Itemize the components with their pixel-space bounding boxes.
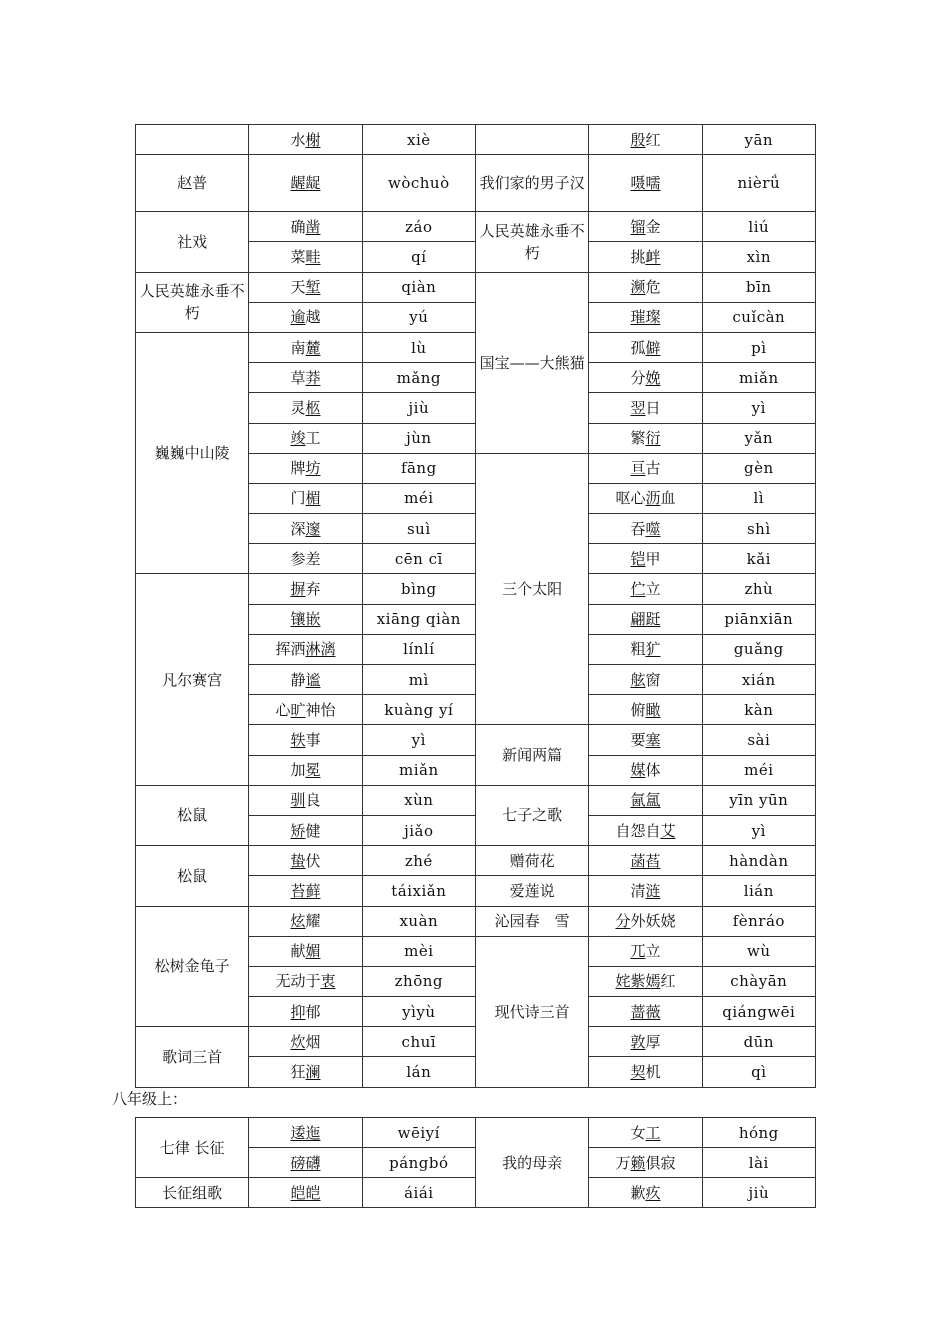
pinyin-cell: chàyān (702, 966, 815, 996)
word-text: 挑 (630, 247, 646, 266)
word-cell (249, 1027, 362, 1057)
underlined-character: 龌龊 (290, 174, 321, 193)
word-cell (249, 665, 362, 695)
word-cell (589, 574, 702, 604)
vocabulary-table-grade8 (135, 1117, 816, 1208)
word-cell (589, 155, 702, 212)
word-text: 外妖娆 (630, 912, 676, 931)
word-cell (589, 302, 702, 332)
word-cell (249, 125, 362, 155)
underlined-character: 矫 (290, 821, 306, 840)
pinyin-cell: chuī (362, 1027, 475, 1057)
word-cell (589, 785, 702, 815)
pinyin-cell: méi (702, 755, 815, 785)
word-cell (249, 155, 362, 212)
word-cell (249, 423, 362, 453)
word-cell (249, 1148, 362, 1178)
word-cell (589, 363, 702, 393)
word-text: 立 (645, 580, 661, 599)
word-cell (589, 453, 702, 483)
pinyin-cell: mì (362, 665, 475, 695)
word-cell (589, 665, 702, 695)
word-text: 自怨自 (615, 821, 661, 840)
lesson-title-cell: 人民英雄永垂不朽 (475, 212, 588, 272)
underlined-character: 衷 (320, 972, 336, 991)
word-text: 俱寂 (645, 1153, 676, 1172)
underlined-character: 苔藓 (290, 881, 321, 900)
lesson-title-cell: 社戏 (136, 212, 249, 272)
word-text: 神怡 (305, 700, 336, 719)
word-cell (249, 966, 362, 996)
pinyin-cell: zhōng (362, 966, 475, 996)
pinyin-cell: kǎi (702, 544, 815, 574)
word-cell (589, 242, 702, 272)
underlined-character: 伫 (630, 580, 646, 599)
word-text: 深 (290, 519, 306, 538)
table-row (136, 1118, 816, 1148)
pinyin-cell: jùn (362, 423, 475, 453)
underlined-character: 楣 (305, 489, 321, 508)
word-cell (589, 212, 702, 242)
word-cell (249, 876, 362, 906)
word-text: 南 (290, 338, 306, 357)
pinyin-cell: mǎng (362, 363, 475, 393)
underlined-character: 瞰 (645, 700, 661, 719)
underlined-character: 娩 (645, 368, 661, 387)
underlined-character: 冕 (305, 761, 321, 780)
word-cell (589, 966, 702, 996)
pinyin-cell: yān (702, 125, 815, 155)
pinyin-cell: qí (362, 242, 475, 272)
pinyin-cell: méi (362, 483, 475, 513)
word-cell (249, 544, 362, 574)
underlined-character: 菡萏 (630, 851, 661, 870)
word-text: 女 (630, 1123, 646, 1142)
pinyin-cell: mèi (362, 936, 475, 966)
word-text: 万 (615, 1153, 631, 1172)
pinyin-cell: xìn (702, 242, 815, 272)
underlined-character: 邃 (305, 519, 321, 538)
pinyin-cell: lài (702, 1148, 815, 1178)
word-cell (249, 997, 362, 1027)
word-text: 孤 (630, 338, 646, 357)
word-cell (589, 876, 702, 906)
word-cell (589, 1057, 702, 1087)
word-cell (249, 453, 362, 483)
underlined-character: 璀璨 (630, 308, 661, 327)
underlined-character: 舷 (630, 670, 646, 689)
underlined-character: 磅礴 (290, 1153, 321, 1172)
word-text: 危 (645, 278, 661, 297)
pinyin-cell: bìng (362, 574, 475, 604)
word-text: 古 (645, 459, 661, 478)
underlined-character: 嗫嚅 (630, 174, 661, 193)
lesson-title-cell: 凡尔赛宫 (136, 574, 249, 785)
table-row (136, 212, 816, 242)
table-row (136, 272, 816, 302)
underlined-character: 僻 (645, 338, 661, 357)
word-text: 菜 (290, 247, 306, 266)
lesson-title-cell: 巍巍中山陵 (136, 332, 249, 574)
word-text: 弃 (305, 580, 321, 599)
pinyin-cell: jiǎo (362, 815, 475, 845)
pinyin-cell: wù (702, 936, 815, 966)
word-text: 日 (645, 398, 661, 417)
word-cell (249, 332, 362, 362)
word-text: 水 (290, 130, 306, 149)
word-cell (589, 125, 702, 155)
pinyin-cell: áiái (362, 1178, 475, 1208)
word-text: 天 (290, 278, 306, 297)
word-cell (249, 695, 362, 725)
pinyin-cell: línlí (362, 634, 475, 664)
word-cell (249, 302, 362, 332)
underlined-character: 驯 (290, 791, 306, 810)
underlined-character: 兀 (630, 942, 646, 961)
pinyin-cell: xùn (362, 785, 475, 815)
underlined-character: 堑 (305, 278, 321, 297)
pinyin-cell: yì (362, 725, 475, 755)
word-cell (589, 423, 702, 453)
underlined-character: 媒 (630, 761, 646, 780)
pinyin-cell: guǎng (702, 634, 815, 664)
underlined-character: 衍 (645, 429, 661, 448)
pinyin-cell: cēn cī (362, 544, 475, 574)
word-cell (249, 634, 362, 664)
pinyin-cell: wēiyí (362, 1118, 475, 1148)
vocabulary-table-grade7 (135, 124, 816, 1088)
underlined-character: 媚 (305, 942, 321, 961)
word-text: 灵 (290, 398, 306, 417)
pinyin-cell: bīn (702, 272, 815, 302)
pinyin-cell: cuǐcàn (702, 302, 815, 332)
pinyin-cell: kuàng yí (362, 695, 475, 725)
word-text: 草 (290, 368, 306, 387)
word-cell (249, 574, 362, 604)
word-cell (589, 936, 702, 966)
lesson-title-cell: 七律 长征 (136, 1118, 249, 1178)
underlined-character: 麓 (305, 338, 321, 357)
pinyin-cell: fènráo (702, 906, 815, 936)
underlined-character: 畦 (305, 247, 321, 266)
underlined-character: 噬 (645, 519, 661, 538)
pinyin-cell: pì (702, 332, 815, 362)
underlined-character: 坊 (305, 459, 321, 478)
pinyin-cell: miǎn (702, 363, 815, 393)
pinyin-cell: pángbó (362, 1148, 475, 1178)
word-cell (589, 1148, 702, 1178)
underlined-character: 镏 (630, 217, 646, 236)
lesson-title-cell: 歌词三首 (136, 1027, 249, 1087)
underlined-character: 竣 (290, 429, 306, 448)
underlined-character: 旷 (290, 700, 306, 719)
pinyin-cell: fāng (362, 453, 475, 483)
word-cell (589, 1118, 702, 1148)
word-text: 耀 (305, 912, 321, 931)
word-text: 吞 (630, 519, 646, 538)
underlined-character: 氤氲 (630, 791, 661, 810)
word-cell (589, 846, 702, 876)
pinyin-cell: sài (702, 725, 815, 755)
lesson-title-cell: 松鼠 (136, 785, 249, 845)
word-text: 献 (290, 942, 306, 961)
lesson-title-cell (136, 125, 249, 155)
underlined-character: 柩 (305, 398, 321, 417)
word-cell (249, 483, 362, 513)
underlined-character: 姹紫嫣 (615, 972, 661, 991)
underlined-character: 逾 (290, 308, 306, 327)
word-cell (589, 483, 702, 513)
word-text: 静 (290, 670, 306, 689)
lesson-title-cell: 七子之歌 (475, 785, 588, 845)
underlined-character: 淋漓 (305, 640, 336, 659)
lesson-title-cell: 三个太阳 (475, 453, 588, 725)
word-cell (249, 212, 362, 242)
word-text: 加 (290, 761, 306, 780)
underlined-character: 抑 (290, 1002, 306, 1021)
lesson-title-cell: 沁园春 雪 (475, 906, 588, 936)
word-cell (589, 815, 702, 845)
word-text: 歉 (630, 1183, 646, 1202)
word-text: 红 (660, 972, 676, 991)
lesson-title-cell: 新闻两篇 (475, 725, 588, 785)
lesson-title-cell: 松树金龟子 (136, 906, 249, 1027)
word-text: 机 (645, 1063, 661, 1082)
pinyin-cell: xiāng qiàn (362, 604, 475, 634)
underlined-character: 殷 (630, 130, 646, 149)
word-text: 甲 (645, 549, 661, 568)
word-text: 要 (630, 730, 646, 749)
underlined-character: 镶嵌 (290, 610, 321, 629)
lesson-title-cell: 国宝——大熊猫 (475, 272, 588, 453)
word-cell (249, 1178, 362, 1208)
word-cell (249, 604, 362, 634)
underlined-character: 分 (615, 912, 631, 931)
underlined-character: 翌 (630, 398, 646, 417)
word-text: 无动于 (275, 972, 321, 991)
underlined-character: 衅 (645, 247, 661, 266)
word-text: 良 (305, 791, 321, 810)
word-text: 金 (645, 217, 661, 236)
word-cell (249, 242, 362, 272)
underlined-character: 敦 (630, 1032, 646, 1051)
word-text: 狂 (290, 1063, 306, 1082)
word-text: 郁 (305, 1002, 321, 1021)
pinyin-cell: lì (702, 483, 815, 513)
lesson-title-cell: 赵普 (136, 155, 249, 212)
word-text: 红 (645, 130, 661, 149)
underlined-character: 炫 (290, 912, 306, 931)
underlined-character: 工 (645, 1123, 661, 1142)
word-cell (249, 514, 362, 544)
word-cell (249, 1118, 362, 1148)
pinyin-cell: piānxiān (702, 604, 815, 634)
underlined-character: 塞 (645, 730, 661, 749)
word-text: 挥洒 (275, 640, 306, 659)
word-cell (589, 755, 702, 785)
pinyin-cell: qiángwēi (702, 997, 815, 1027)
word-cell (249, 936, 362, 966)
table-row (136, 155, 816, 212)
underlined-character: 蛰 (290, 851, 306, 870)
underlined-character: 谧 (305, 670, 321, 689)
pinyin-cell: lù (362, 332, 475, 362)
lesson-title-cell: 我们家的男子汉 (475, 155, 588, 212)
underlined-character: 榭 (305, 130, 321, 149)
word-cell (589, 514, 702, 544)
word-text: 确 (290, 217, 306, 236)
underlined-character: 凿 (305, 217, 321, 236)
underlined-character: 逶迤 (290, 1123, 321, 1142)
underlined-character: 犷 (645, 640, 661, 659)
pinyin-cell: nièrǘ (702, 155, 815, 212)
pinyin-cell: shì (702, 514, 815, 544)
lesson-title-cell: 爱莲说 (475, 876, 588, 906)
word-cell (589, 332, 702, 362)
word-text: 门 (290, 489, 306, 508)
underlined-character: 炊 (290, 1032, 306, 1051)
underlined-character: 籁 (630, 1153, 646, 1172)
lesson-title-cell: 长征组歌 (136, 1178, 249, 1208)
pinyin-cell: suì (362, 514, 475, 544)
underlined-character: 翩跹 (630, 610, 661, 629)
lesson-title-cell (475, 125, 588, 155)
lesson-title-cell: 松鼠 (136, 846, 249, 906)
word-cell (589, 1027, 702, 1057)
word-cell (589, 906, 702, 936)
word-text: 牌 (290, 459, 306, 478)
word-cell (249, 815, 362, 845)
word-cell (589, 272, 702, 302)
word-cell (249, 725, 362, 755)
underlined-character: 艾 (660, 821, 676, 840)
word-text: 俯 (630, 700, 646, 719)
pinyin-cell: miǎn (362, 755, 475, 785)
word-text: 血 (660, 489, 676, 508)
underlined-character: 蔷薇 (630, 1002, 661, 1021)
table-row (136, 906, 816, 936)
lesson-title-cell: 现代诗三首 (475, 936, 588, 1087)
underlined-character: 亘 (630, 459, 646, 478)
word-cell (249, 363, 362, 393)
word-text: 伏 (305, 851, 321, 870)
word-cell (589, 634, 702, 664)
underlined-character: 濒 (630, 278, 646, 297)
word-cell (589, 393, 702, 423)
word-text: 粗 (630, 640, 646, 659)
underlined-character: 澜 (305, 1063, 321, 1082)
word-text: 分 (630, 368, 646, 387)
pinyin-cell: táixiǎn (362, 876, 475, 906)
word-text: 健 (305, 821, 321, 840)
pinyin-cell: qì (702, 1057, 815, 1087)
word-cell (589, 604, 702, 634)
pinyin-cell: hóng (702, 1118, 815, 1148)
underlined-character: 涟 (645, 881, 661, 900)
table-row (136, 785, 816, 815)
word-cell (249, 755, 362, 785)
pinyin-cell: záo (362, 212, 475, 242)
word-text: 厚 (645, 1032, 661, 1051)
word-text: 体 (645, 761, 661, 780)
lesson-title-cell: 赠荷花 (475, 846, 588, 876)
word-text: 呕心 (615, 489, 646, 508)
pinyin-cell: liú (702, 212, 815, 242)
underlined-character: 铠 (630, 549, 646, 568)
pinyin-cell: kàn (702, 695, 815, 725)
word-cell (249, 272, 362, 302)
word-cell (589, 544, 702, 574)
word-text: 清 (630, 881, 646, 900)
pinyin-cell: yú (362, 302, 475, 332)
lesson-title-cell: 我的母亲 (475, 1118, 588, 1208)
table-row (136, 125, 816, 155)
pinyin-cell: hàndàn (702, 846, 815, 876)
word-text: 工 (305, 429, 321, 448)
word-text: 繁 (630, 429, 646, 448)
pinyin-cell: lián (702, 876, 815, 906)
pinyin-cell: lán (362, 1057, 475, 1087)
grade-heading: 八年级上： (112, 1090, 188, 1108)
pinyin-cell: zhé (362, 846, 475, 876)
pinyin-cell: wòchuò (362, 155, 475, 212)
word-cell (249, 1057, 362, 1087)
word-cell (589, 695, 702, 725)
pinyin-cell: qiàn (362, 272, 475, 302)
word-cell (249, 393, 362, 423)
underlined-character: 摒 (290, 580, 306, 599)
pinyin-cell: yīn yūn (702, 785, 815, 815)
pinyin-cell: xián (702, 665, 815, 695)
pinyin-cell: yì (702, 815, 815, 845)
word-text: 窗 (645, 670, 661, 689)
table-row (136, 846, 816, 876)
word-text: 烟 (305, 1032, 321, 1051)
word-cell (249, 906, 362, 936)
word-text: 心 (275, 700, 291, 719)
underlined-character: 疚 (645, 1183, 661, 1202)
lesson-title-cell: 人民英雄永垂不朽 (136, 272, 249, 332)
word-cell (589, 1178, 702, 1208)
pinyin-cell: xiè (362, 125, 475, 155)
pinyin-cell: jiù (362, 393, 475, 423)
pinyin-cell: zhù (702, 574, 815, 604)
pinyin-cell: gèn (702, 453, 815, 483)
underlined-character: 莽 (305, 368, 321, 387)
word-cell (249, 785, 362, 815)
word-text: 参差 (290, 549, 321, 568)
underlined-character: 轶 (290, 730, 306, 749)
pinyin-cell: dūn (702, 1027, 815, 1057)
word-text: 立 (645, 942, 661, 961)
word-cell (589, 997, 702, 1027)
underlined-character: 皑皑 (290, 1183, 321, 1202)
underlined-character: 契 (630, 1063, 646, 1082)
pinyin-cell: xuàn (362, 906, 475, 936)
pinyin-cell: yǎn (702, 423, 815, 453)
word-cell (589, 725, 702, 755)
pinyin-cell: jiù (702, 1178, 815, 1208)
pinyin-cell: yì (702, 393, 815, 423)
word-text: 事 (305, 730, 321, 749)
word-text: 越 (305, 308, 321, 327)
underlined-character: 沥 (645, 489, 661, 508)
pinyin-cell: yìyù (362, 997, 475, 1027)
word-cell (249, 846, 362, 876)
